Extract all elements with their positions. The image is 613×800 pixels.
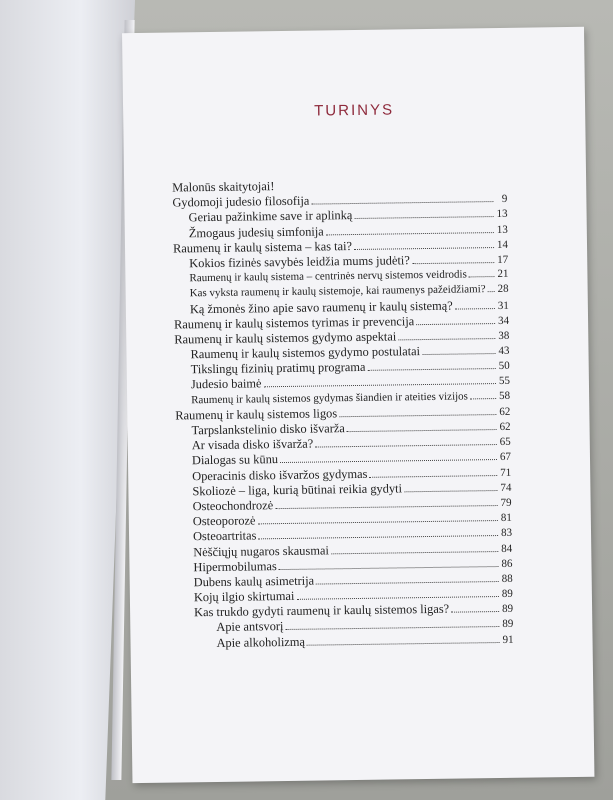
toc-page-number: 55	[498, 375, 511, 388]
toc-entry-title: Dubens kaulų asimetrija	[193, 573, 315, 590]
toc-entry-title: Dialogas su kūnu	[191, 452, 279, 468]
toc-leader-dots	[347, 429, 497, 432]
toc-page-number: 34	[497, 314, 510, 327]
toc-page-number: 14	[496, 238, 509, 251]
toc-page-number: 74	[500, 481, 512, 494]
toc-page-number: 38	[498, 329, 510, 342]
toc-entry-title: Osteochondrozė	[192, 498, 274, 514]
toc-page-number: 83	[500, 527, 513, 540]
toc-leader-dots	[369, 475, 497, 478]
toc-leader-dots	[367, 368, 495, 371]
toc-leader-dots	[315, 444, 497, 448]
toc-leader-dots	[455, 308, 495, 310]
toc-page-number: 81	[500, 511, 512, 525]
toc-page-number: 89	[502, 618, 514, 631]
toc-entry-title: Geriau pažinkime save ir aplinką	[188, 208, 353, 225]
toc-entry-title: Kas trukdo gydyti raumenų ir kaulų sistemos ligas?	[194, 601, 450, 620]
toc-page-number: 9	[501, 193, 508, 206]
toc-page-number: 91	[502, 633, 514, 646]
toc-leader-dots	[296, 596, 498, 600]
toc-entry-title: Operacinis disko išvaržos gydymas	[192, 466, 368, 483]
toc-leader-dots	[488, 291, 495, 292]
toc-entry-title: Kojų ilgio skirtumai	[193, 588, 295, 605]
toc-leader-dots	[275, 505, 497, 509]
toc-page-number: 28	[497, 283, 509, 296]
toc-entry-title: Judesio baimė	[190, 376, 262, 392]
toc-leader-dots	[258, 535, 498, 539]
toc-leader-dots	[451, 611, 499, 613]
toc-leader-dots	[412, 262, 494, 264]
toc-leader-dots	[307, 642, 500, 646]
toc-entry-title: Raumenų ir kaulų sistemos gydymo postulatai	[190, 344, 421, 362]
toc-leader-dots	[404, 490, 497, 492]
toc-page-number: 79	[500, 496, 512, 509]
toc-entry-title: Nėščiųjų nugaros skausmai	[193, 542, 329, 559]
toc-entry-title: Ką žmonės žino apie savo raumenų ir kaulų sistemą?	[189, 298, 453, 316]
toc-entry-title: Gydomoji judesio filosofija	[172, 193, 310, 210]
toc-leader-dots	[326, 232, 494, 235]
toc-leader-dots	[285, 626, 499, 630]
toc-page-number: 65	[499, 436, 511, 449]
toc-entry-title: Apie alkoholizmą	[216, 634, 306, 650]
toc-heading: TURINYS	[314, 101, 395, 120]
toc-entry-title: Hipermobilumas	[193, 558, 277, 574]
toc-page-number: 86	[501, 557, 513, 570]
toc-page-number: 21	[497, 267, 509, 281]
toc-page-number: 84	[501, 542, 513, 555]
toc-entry	[178, 631, 513, 651]
toc-leader-dots	[279, 566, 499, 570]
toc-leader-dots	[331, 551, 498, 554]
toc-page-number: 89	[501, 587, 513, 601]
toc-page-number: 43	[498, 344, 510, 358]
toc-leader-dots	[354, 216, 493, 219]
toc-page-number: 13	[496, 223, 508, 236]
toc-entry-title: Raumenų ir kaulų sistema – centrinės nervų sistemos veidrodis	[189, 268, 467, 285]
toc-entry-title: Apie antsvorį	[216, 619, 284, 635]
toc-page-number: 50	[498, 360, 510, 373]
toc-entry-title: Malonūs skaitytojai!	[172, 179, 275, 195]
toc-page-number: 13	[496, 208, 508, 221]
toc-leader-dots	[264, 383, 496, 387]
toc-page-number: 31	[497, 299, 509, 312]
toc-page-number: 62	[499, 405, 511, 418]
toc-entry-title: Raumenų ir kaulų sistema – kas tai?	[172, 238, 353, 256]
toc-entry-title: Raumenų ir kaulų sistemos gydymas šiandien ir ateities vizijos	[191, 390, 469, 406]
toc-entry-title: Tarpslankstelinio disko išvarža	[191, 421, 345, 438]
toc-page-number: 17	[497, 253, 509, 266]
toc-entry-title: Raumenų ir kaulų sistemos gydymo aspektai	[174, 329, 397, 347]
toc-leader-dots	[470, 398, 496, 399]
toc-page-number: 67	[499, 451, 512, 464]
toc-entry-title: Osteoartritas	[192, 528, 257, 544]
toc-entry-title: Žmogaus judesių simfonija	[188, 223, 324, 240]
toc-page-number: 71	[500, 466, 512, 479]
toc-leader-dots	[398, 338, 495, 340]
toc-entry-title: Osteoporozė	[192, 513, 256, 529]
toc-leader-dots	[416, 323, 495, 325]
toc-entry-title: Kas vyksta raumenų ir kaulų sistemoje, kai raumenys pažeidžiami?	[189, 283, 486, 300]
table-of-contents	[172, 176, 514, 651]
toc-page-number: 89	[502, 603, 514, 616]
toc-leader-dots	[258, 520, 498, 524]
toc-page-number: 62	[499, 420, 511, 433]
toc-entry-title: Ar visada disko išvarža?	[191, 436, 314, 453]
toc-leader-dots	[316, 581, 499, 585]
toc-leader-dots	[469, 276, 495, 277]
toc-page-number: 58	[499, 389, 511, 402]
toc-leader-dots	[280, 459, 497, 463]
toc-entry-title: Raumenų ir kaulų sistemos tyrimas ir prevencija	[173, 313, 415, 332]
toc-entry-title: Raumenų ir kaulų sistemos ligos	[175, 406, 338, 423]
toc-entry-title: Skoliozė – liga, kurią būtinai reikia gydyti	[192, 481, 403, 499]
toc-leader-dots	[311, 201, 493, 205]
book-page	[122, 27, 594, 783]
toc-page-number: 88	[501, 572, 513, 585]
toc-entry-title: Kokios fizinės savybės leidžia mums judėti?	[189, 253, 410, 271]
toc-leader-dots	[422, 353, 495, 355]
toc-entry-title: Tikslingų fizinių pratimų programa	[190, 360, 366, 377]
toc-leader-dots	[354, 247, 494, 250]
toc-leader-dots	[339, 414, 496, 417]
